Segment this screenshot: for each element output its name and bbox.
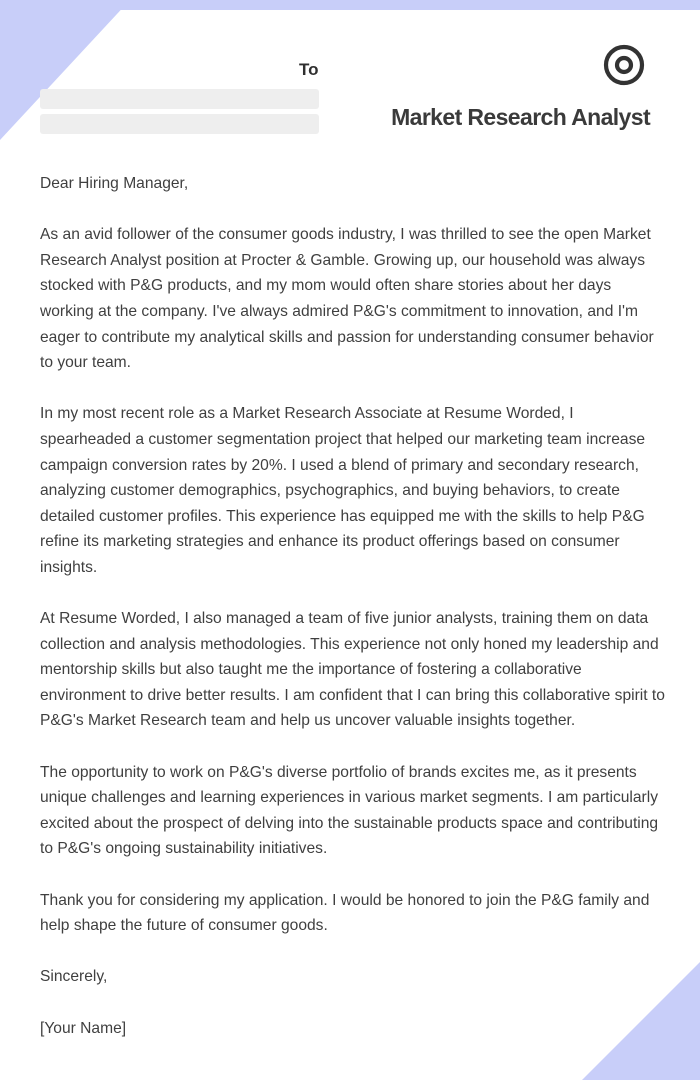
letter-paragraph: Thank you for considering my application. I would be honored to join the P&G family and help shape the future of consumer goods. [40,891,650,935]
letter-paragraph: As an avid follower of the consumer goods industry, I was thrilled to see the open Market Research Analyst position at Procter & Gamble. Growing up, our household was always stocked with P&G products, and my mom would often share stories about her days working at the company. I've always admired P&G's commitment to innovation, and I'm eager to contribute my analytical skills and passion for understanding consumer behavior to your team. [40,226,654,372]
closing: Sincerely, [40,968,108,986]
target-icon [603,44,645,86]
to-label: To [299,60,319,79]
recipient-address-placeholder [40,114,319,134]
job-title: Market Research Analyst [391,104,650,130]
recipient-name-placeholder [40,89,319,109]
letter-body [40,171,665,1067]
signature: [Your Name] [40,1019,127,1037]
letter-paragraph: In my most recent role as a Market Research Associate at Resume Worded, I spearheaded a customer segmentation project that helped our marketing team increase campaign conversion rates by 20%. I used a blend of primary and secondary research, analyzing customer demographics, psychographics, and buying behaviors, to create detailed customer profiles. This experience has equipped me with the skills to help P&G refine its marketing strategies and enhance its product offerings based on consumer insights. [40,405,646,576]
letter-paragraph: At Resume Worded, I also managed a team of five junior analysts, training them on data collection and analysis methodologies. This experience not only honed my leadership and mentorship skills but also taught me the importance of fostering a collaborative environment to drive better results. I am confident that I can bring this collaborative spirit to P&G's Market Research team and help us uncover valuable insights together. [40,610,665,730]
letter-paragraph: The opportunity to work on P&G's diverse portfolio of brands excites me, as it presents unique challenges and learning experiences in various market segments. I am particularly excited about the prospect of delving into the sustainable products space and contributing to P&G's ongoing sustainability initiatives. [40,763,659,858]
salutation: Dear Hiring Manager, [40,175,189,192]
